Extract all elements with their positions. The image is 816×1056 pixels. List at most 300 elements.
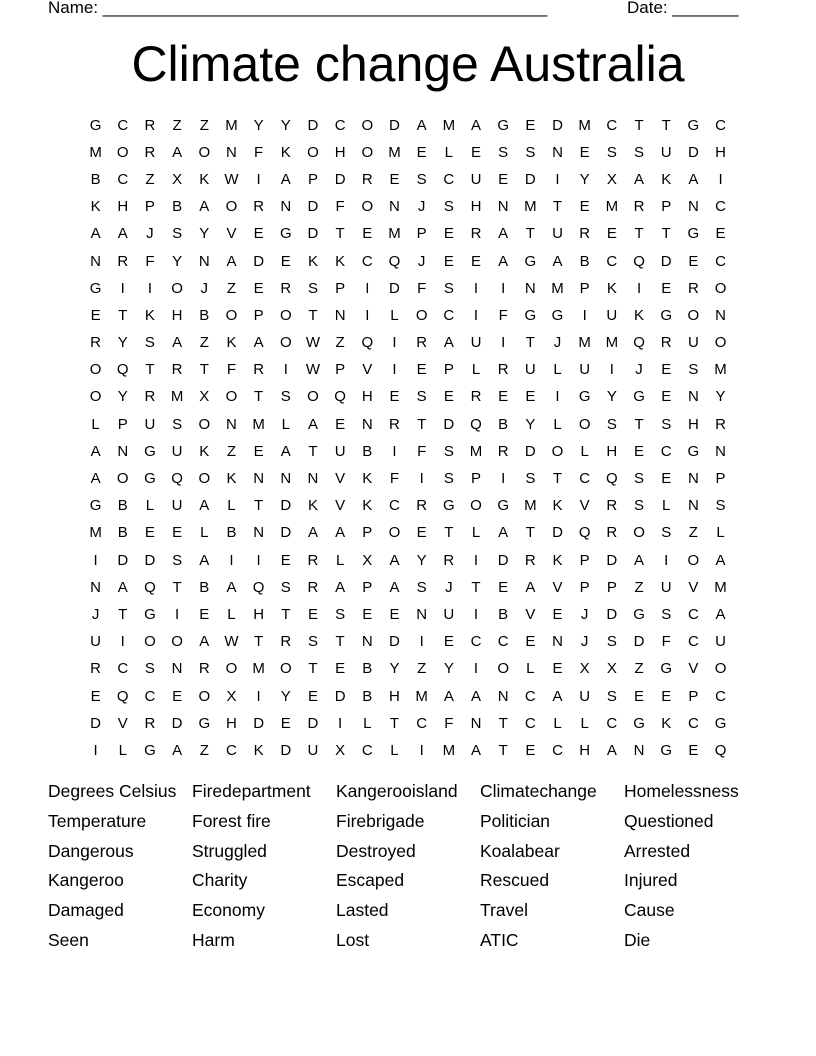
grid-letter: Y [280,116,291,134]
grid-row [82,357,734,384]
grid-letter: Y [172,252,183,270]
grid-letter: N [253,470,265,488]
grid-letter: E [172,687,183,705]
grid-letter: X [226,687,237,705]
grid-letter: S [634,470,645,488]
grid-letter: C [715,252,726,270]
grid-letter: T [118,306,128,324]
grid-letter: S [307,279,318,297]
grid-letter: D [606,605,618,623]
grid-letter: T [552,470,563,488]
grid-letter: R [497,361,509,379]
grid-letter: A [226,252,237,270]
grid-letter: T [254,633,264,651]
grid-letter: C [389,497,400,515]
grid-letter: O [144,633,156,651]
grid-row [82,438,734,465]
word-list-item: Climatechange [480,781,597,801]
word-list-item: Forest fire [192,810,271,831]
grid-letter: Z [172,116,182,134]
grid-letter: P [144,198,155,216]
grid-letter: O [198,470,211,488]
grid-letter: C [226,741,237,759]
grid-letter: E [606,225,617,243]
grid-letter: E [335,660,346,678]
grid-letter: D [389,633,400,651]
grid-letter: D [334,170,346,188]
grid-letter: P [579,578,590,596]
letter-grid [82,112,734,765]
grid-letter: D [497,551,509,569]
grid-letter: T [145,361,155,379]
grid-letter: V [688,660,699,678]
grid-letter: N [687,470,699,488]
grid-letter: K [307,497,318,515]
grid-row [82,629,734,656]
grid-letter: E [253,279,264,297]
grid-letter: W [305,361,321,379]
grid-letter: E [661,279,672,297]
grid-letter: E [525,741,536,759]
grid-letter: O [279,660,292,678]
grid-letter: J [553,334,562,352]
grid-letter: O [116,143,129,161]
grid-letter: P [715,470,726,488]
grid-letter: Y [416,551,427,569]
grid-letter: I [501,470,506,488]
grid-letter: Z [634,660,644,678]
grid-letter: U [552,225,563,243]
grid-letter: R [171,361,183,379]
grid-letter: T [498,741,508,759]
grid-letter: D [117,551,129,569]
grid-letter: N [497,687,509,705]
word-list-item: Arrested [624,840,691,861]
grid-letter: U [470,170,482,188]
grid-letter: N [280,470,292,488]
grid-letter: R [253,198,265,216]
grid-letter: I [473,605,479,623]
grid-letter: U [687,334,699,352]
grid-letter: N [117,442,129,460]
grid-letter: N [416,605,428,623]
grid-letter: R [579,225,591,243]
grid-letter: E [470,252,481,270]
word-list-item: Economy [192,900,265,921]
grid-letter: C [579,470,591,488]
grid-letter: C [715,687,726,705]
grid-letter: M [170,388,184,406]
grid-letter: L [227,497,236,515]
grid-letter: E [335,415,346,433]
grid-letter: A [253,334,264,352]
grid-letter: M [524,198,537,216]
grid-letter: A [470,687,481,705]
grid-letter: T [634,116,644,134]
grid-letter: R [715,415,726,433]
grid-letter: D [253,252,265,270]
grid-letter: Q [361,334,374,352]
grid-letter: U [307,741,319,759]
grid-letter: G [660,306,673,324]
grid-letter: U [171,497,183,515]
grid-letter: R [470,225,482,243]
grid-letter: Y [253,116,264,134]
grid-letter: T [199,361,209,379]
grid-letter: V [362,361,373,379]
grid-letter: E [661,361,672,379]
grid-letter: V [552,578,563,596]
grid-letter: F [498,306,508,324]
grid-letter: R [416,497,428,515]
grid-letter: K [280,143,291,161]
grid-letter: L [227,605,236,623]
grid-letter: M [551,279,564,297]
word-list-item: Damaged [48,900,124,921]
grid-letter: G [578,388,591,406]
grid-letter: R [280,633,292,651]
grid-letter: H [361,388,373,406]
grid-letter: I [338,714,343,732]
grid-letter: T [281,605,291,623]
grid-letter: T [308,306,318,324]
grid-letter: R [90,660,101,678]
grid-letter: A [498,225,509,243]
grid-letter: X [199,388,210,406]
grid-letter: C [497,633,509,651]
grid-letter: N [633,741,645,759]
grid-letter: G [144,605,156,623]
grid-letter: P [661,198,672,216]
word-list-item: ATIC [480,929,519,950]
grid-letter: W [224,633,239,651]
grid-letter: J [91,605,100,623]
grid-letter: A [90,442,101,460]
grid-letter: L [716,524,725,542]
grid-letter: L [580,714,589,732]
name-field-line: Name: _______________________________________________ [48,0,548,17]
grid-letter: R [117,252,129,270]
grid-letter: D [307,198,319,216]
grid-letter: A [688,170,699,188]
grid-letter: A [552,687,563,705]
grid-letter: A [389,551,400,569]
grid-letter: W [305,334,321,352]
grid-letter: E [362,605,373,623]
grid-letter: E [525,633,536,651]
grid-letter: E [498,170,509,188]
grid-letter: H [579,741,591,759]
grid-letter: O [225,660,238,678]
grid-letter: L [553,415,562,433]
grid-letter: E [280,551,291,569]
grid-letter: B [362,687,373,705]
word-list-item: Degrees Celsius [48,781,177,801]
grid-letter: E [253,225,264,243]
grid-letter: D [307,714,319,732]
grid-letter: S [661,415,672,433]
word-list-item: Koalabear [480,840,560,861]
grid-row [82,302,734,329]
word-list-item: Homelessness [624,781,739,801]
grid-letter: I [365,306,370,324]
grid-letter: H [334,143,346,161]
grid-letter: N [470,714,482,732]
grid-letter: A [470,741,481,759]
grid-letter: K [226,334,237,352]
grid-letter: C [606,714,618,732]
grid-letter: L [553,714,562,732]
grid-letter: I [256,687,261,705]
grid-letter: A [416,116,427,134]
grid-letter: R [90,334,101,352]
grid-letter: R [443,551,455,569]
grid-letter: T [498,714,508,732]
grid-letter: C [687,714,699,732]
grid-letter: E [307,605,318,623]
grid-letter: S [661,524,672,542]
grid-letter: N [226,415,237,433]
grid-letter: O [89,361,102,379]
grid-letter: U [90,633,101,651]
grid-letter: E [552,605,563,623]
grid-row [82,601,734,628]
grid-letter: N [90,578,101,596]
grid-letter: D [552,524,563,542]
grid-letter: P [307,170,318,188]
grid-letter: K [253,741,264,759]
grid-letter: P [579,551,590,569]
grid-row [82,656,734,683]
grid-letter: N [715,442,726,460]
grid-letter: O [225,306,238,324]
grid-letter: L [200,524,209,542]
grid-letter: S [144,660,155,678]
grid-letter: N [361,415,373,433]
grid-letter: Z [199,116,209,134]
grid-letter: R [280,279,292,297]
grid-letter: Y [715,388,726,406]
grid-letter: D [443,415,455,433]
grid-letter: S [416,170,427,188]
grid-letter: Y [117,388,128,406]
grid-letter: O [198,143,211,161]
grid-letter: V [688,578,699,596]
grid-letter: M [469,442,483,460]
grid-letter: D [90,714,101,732]
grid-letter: Q [633,252,645,270]
grid-letter: N [171,660,183,678]
grid-letter: D [280,497,292,515]
word-list-item: Cause [624,900,675,921]
grid-letter: H [606,442,618,460]
grid-letter: N [687,497,699,515]
grid-letter: G [497,497,509,515]
grid-letter: U [660,143,672,161]
grid-letter: X [606,660,617,678]
grid-letter: A [498,252,509,270]
grid-letter: J [417,252,426,270]
grid-letter: S [606,633,617,651]
word-list-item: Firebrigade [336,810,425,831]
grid-letter: I [392,361,397,379]
grid-letter: Z [417,660,427,678]
grid-letter: O [89,388,102,406]
grid-row [82,330,734,357]
grid-letter: A [715,605,726,623]
grid-letter: S [280,578,291,596]
grid-letter: Z [688,524,698,542]
grid-letter: M [388,143,401,161]
grid-letter: D [633,633,645,651]
grid-letter: E [661,687,672,705]
grid-letter: E [389,170,400,188]
grid-letter: I [120,633,125,651]
word-list [48,778,768,957]
grid-letter: Y [579,170,590,188]
grid-letter: I [256,551,261,569]
word-list-item: Lost [336,929,370,950]
grid-letter: C [334,116,346,134]
grid-letter: Z [226,279,237,297]
grid-letter: T [634,415,644,433]
grid-letter: L [444,143,453,161]
grid-letter: W [224,170,239,188]
word-list-item: Lasted [336,900,389,921]
grid-letter: U [579,361,591,379]
grid-letter: E [389,605,400,623]
grid-letter: L [363,714,372,732]
grid-letter: M [605,334,619,352]
grid-letter: G [442,497,455,515]
grid-letter: K [144,306,155,324]
grid-letter: P [688,687,699,705]
grid-letter: M [252,660,265,678]
grid-letter: T [444,524,454,542]
grid-letter: E [579,198,590,216]
grid-letter: S [416,388,427,406]
grid-letter: L [526,660,535,678]
grid-letter: K [634,306,645,324]
grid-letter: L [471,524,481,542]
grid-letter: O [361,198,374,216]
grid-letter: D [687,143,699,161]
grid-letter: I [501,334,506,352]
grid-letter: A [226,578,237,596]
grid-letter: T [661,116,671,134]
grid-letter: G [660,660,673,678]
grid-letter: O [415,306,428,324]
grid-letter: F [417,442,427,460]
grid-letter: O [687,551,700,569]
grid-letter: M [714,361,727,379]
grid-letter: G [279,225,292,243]
grid-letter: I [392,334,397,352]
grid-letter: O [470,497,482,515]
grid-letter: J [200,279,209,297]
grid-letter: H [171,306,183,324]
grid-letter: L [281,415,290,433]
grid-letter: L [335,551,345,569]
word-list-item: Die [624,929,651,950]
grid-letter: R [606,497,618,515]
grid-letter: E [715,225,726,243]
grid-letter: T [525,524,535,542]
grid-letter: N [253,524,265,542]
grid-letter: M [524,497,537,515]
grid-letter: I [283,361,288,379]
grid-letter: P [606,578,617,596]
grid-letter: G [687,116,700,134]
grid-letter: D [280,524,292,542]
grid-letter: T [552,198,563,216]
grid-letter: U [579,687,591,705]
grid-letter: L [390,306,399,324]
grid-letter: N [497,198,509,216]
grid-letter: O [225,388,238,406]
grid-letter: I [473,551,479,569]
grid-letter: I [473,660,479,678]
grid-letter: S [661,605,672,623]
grid-letter: A [199,633,210,651]
grid-row [82,520,734,547]
grid-letter: O [279,334,292,352]
grid-letter: F [335,198,345,216]
grid-letter: R [416,334,428,352]
grid-letter: R [497,442,509,460]
grid-letter: C [687,633,699,651]
grid-letter: C [715,198,726,216]
grid-letter: G [524,252,537,270]
grid-letter: A [715,551,726,569]
grid-letter: E [199,605,210,623]
grid-letter: M [89,143,102,161]
grid-letter: R [361,170,373,188]
grid-row [82,465,734,492]
grid-letter: S [634,143,645,161]
grid-letter: C [117,116,129,134]
grid-letter: T [525,225,535,243]
grid-row [82,112,734,139]
grid-letter: S [172,415,183,433]
grid-row [82,547,734,574]
grid-letter: R [198,660,210,678]
grid-letter: K [226,470,237,488]
grid-letter: P [470,470,481,488]
grid-letter: O [171,633,183,651]
grid-letter: I [147,279,153,297]
grid-letter: S [443,442,454,460]
grid-letter: M [89,524,102,542]
grid-letter: H [715,143,726,161]
grid-letter: K [199,442,210,460]
grid-letter: A [199,551,210,569]
grid-letter: U [443,605,455,623]
grid-letter: Z [199,334,209,352]
grid-row [82,194,734,221]
grid-letter: A [172,334,183,352]
grid-letter: J [146,225,154,243]
grid-row [82,139,734,166]
grid-letter: G [144,442,156,460]
grid-letter: G [633,605,645,623]
grid-letter: R [687,279,699,297]
grid-letter: G [144,470,156,488]
grid-letter: B [90,170,101,188]
grid-letter: S [172,225,183,243]
grid-letter: K [661,714,672,732]
grid-letter: O [171,279,183,297]
